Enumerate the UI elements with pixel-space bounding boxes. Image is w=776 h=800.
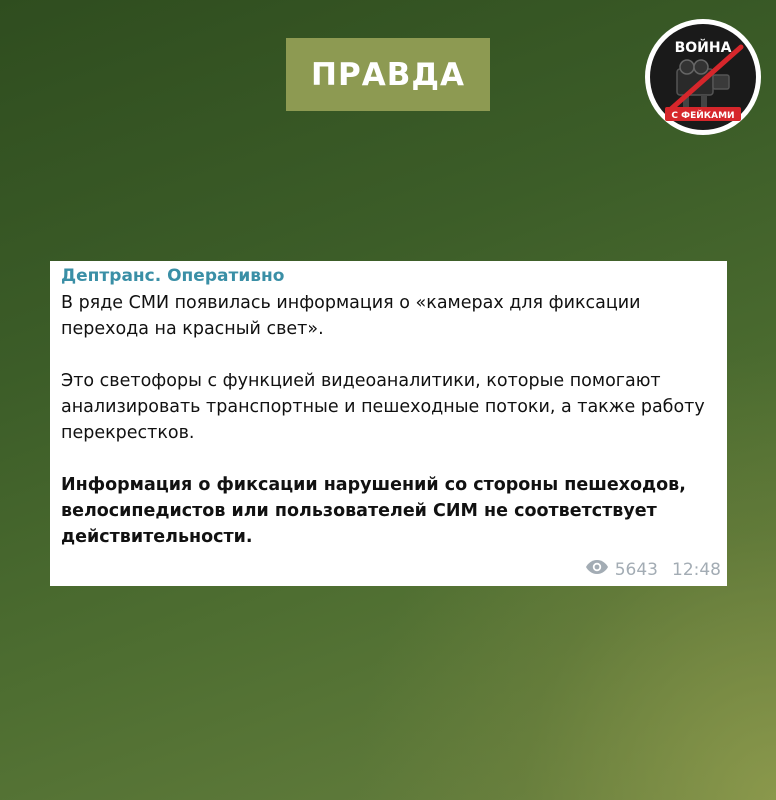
verdict-badge <box>286 38 490 111</box>
channel-name[interactable]: Дептранс. Оперативно <box>61 266 285 286</box>
message-body <box>61 290 717 550</box>
message-meta <box>585 559 721 580</box>
war-on-fakes-logo <box>643 17 763 137</box>
verdict-label: ПРАВДА <box>311 56 465 93</box>
logo-graphic <box>643 17 763 137</box>
logo-text-top: ВОЙНА <box>674 40 732 56</box>
message-paragraph-1: В ряде СМИ появилась информация о «камерах для фиксации перехода на красный свет». <box>61 293 641 339</box>
eye-icon <box>585 559 609 580</box>
message-paragraph-2: Это светофоры с функцией видеоаналитики, которые помогают анализировать транспортные и пешеходные потоки, а также работу перекрестков. <box>61 371 705 443</box>
logo-text-bottom: С ФЕЙКАМИ <box>671 111 735 121</box>
view-count: 5643 <box>614 559 658 580</box>
message-time: 12:48 <box>672 559 721 580</box>
telegram-message-card <box>50 261 727 586</box>
message-paragraph-3: Информация о фиксации нарушений со стороны пешеходов, велосипедистов или пользователей СИМ не соответствует действительности. <box>61 475 686 547</box>
